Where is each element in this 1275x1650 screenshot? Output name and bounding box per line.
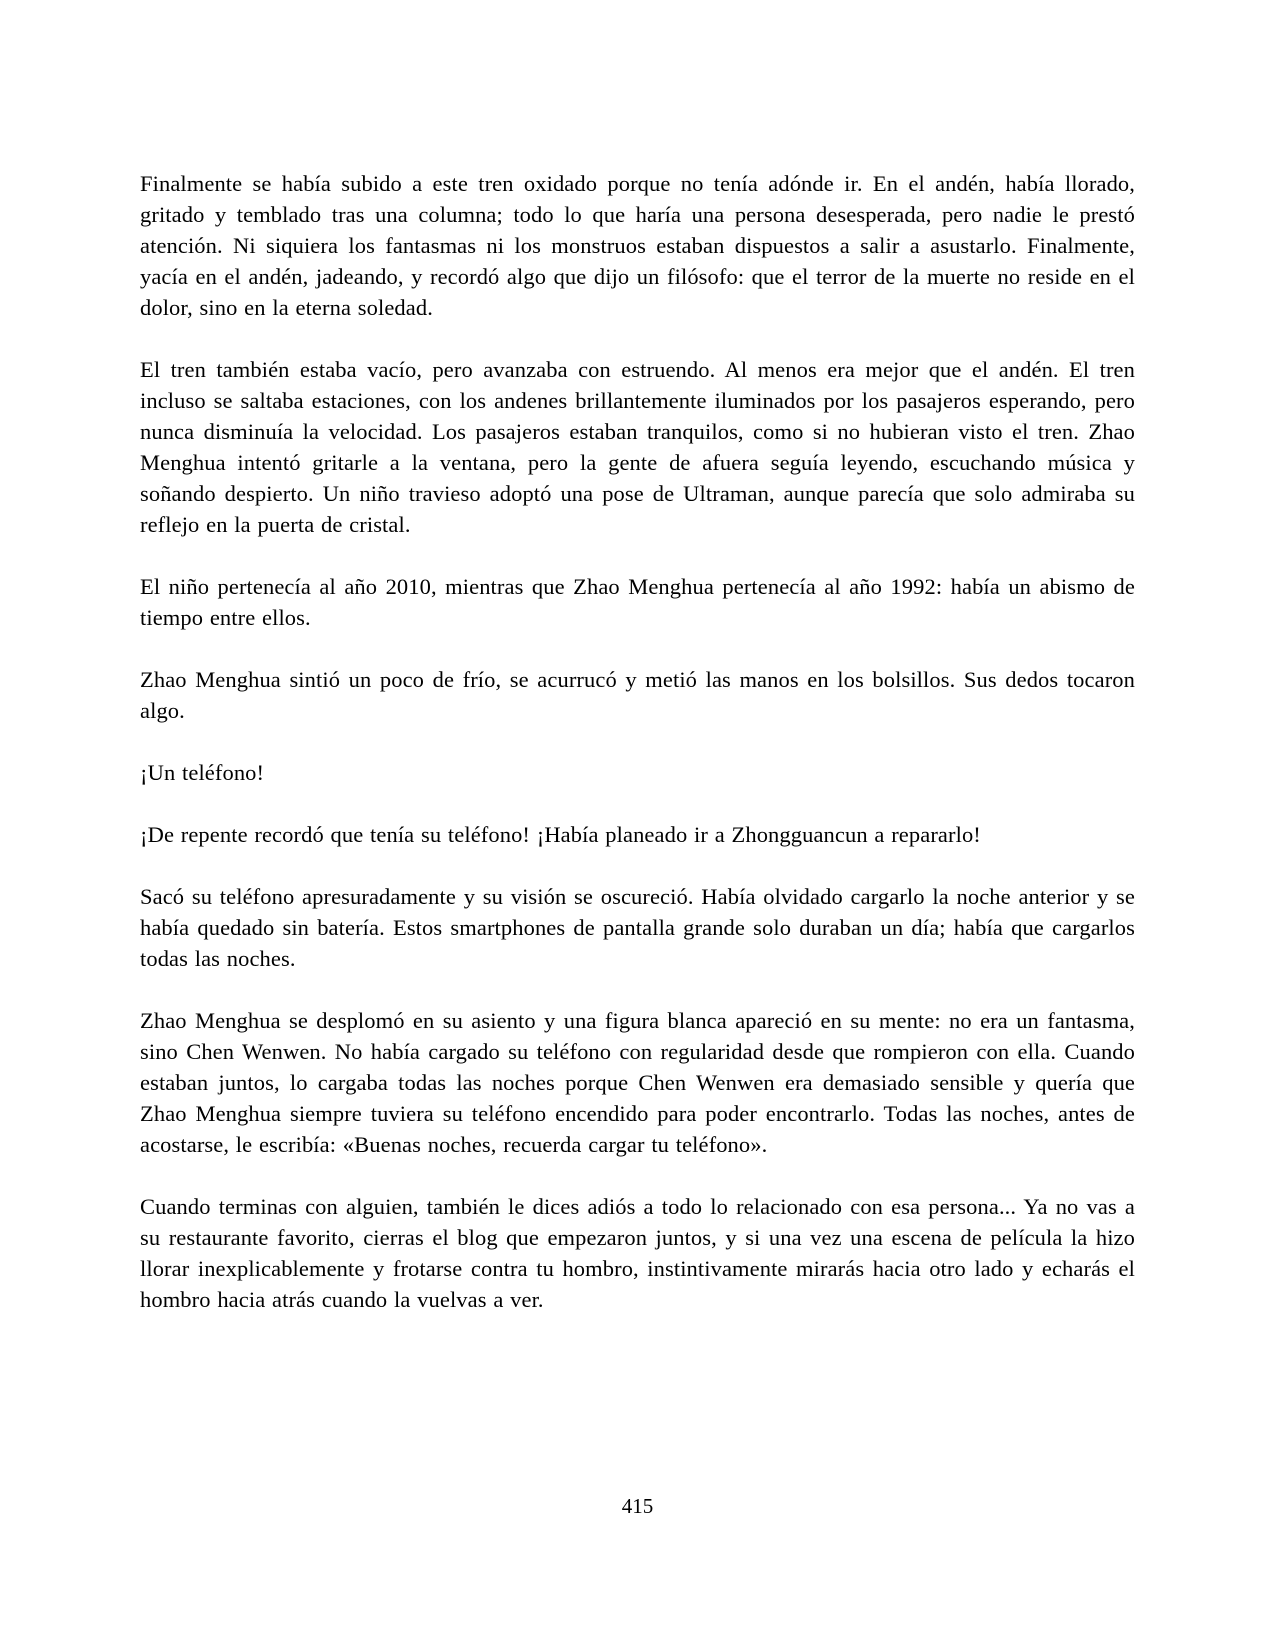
page-number: 415 [621,1494,654,1518]
page-text-block [140,168,1135,1315]
paragraph: Cuando terminas con alguien, también le dices adiós a todo lo relacionado con esa persona... Ya no vas a su restaurante favorito, cierras el blog que empezaron juntos, y si una vez una escena de película la hizo llorar inexplicablemente y frotarse contra tu hombro, instintivamente mirarás hacia otro lado y echarás el hombro hacia atrás cuando la vuelvas a ver. [140,1194,1135,1312]
paragraph: Zhao Menghua sintió un poco de frío, se acurrucó y metió las manos en los bolsillos. Sus dedos tocaron algo. [140,667,1135,723]
paragraph: El niño pertenecía al año 2010, mientras que Zhao Menghua pertenecía al año 1992: había un abismo de tiempo entre ellos. [140,574,1135,630]
paragraph: El tren también estaba vacío, pero avanzaba con estruendo. Al menos era mejor que el andén. El tren incluso se saltaba estaciones, con los andenes brillantemente iluminados por los pasajeros esperando, pero nunca disminuía la velocidad. Los pasajeros estaban tranquilos, como si no hubieran visto el tren. Zhao Menghua intentó gritarle a la ventana, pero la gente de afuera seguía leyendo, escuchando música y soñando despierto. Un niño travieso adoptó una pose de Ultraman, aunque parecía que solo admiraba su reflejo en la puerta de cristal. [140,357,1135,537]
paragraph: Zhao Menghua se desplomó en su asiento y una figura blanca apareció en su mente: no era un fantasma, sino Chen Wenwen. No había cargado su teléfono con regularidad desde que rompieron con ella. Cuando estaban juntos, lo cargaba todas las noches porque Chen Wenwen era demasiado sensible y quería que Zhao Menghua siempre tuviera su teléfono encendido para poder encontrarlo. Todas las noches, antes de acostarse, le escribía: «Buenas noches, recuerda cargar tu teléfono». [140,1008,1135,1157]
paragraph: Sacó su teléfono apresuradamente y su visión se oscureció. Había olvidado cargarlo la noche anterior y se había quedado sin batería. Estos smartphones de pantalla grande solo duraban un día; había que cargarlos todas las noches. [140,884,1135,971]
paragraph: ¡De repente recordó que tenía su teléfono! ¡Había planeado ir a Zhongguancun a repararlo! [140,822,981,847]
paragraph: Finalmente se había subido a este tren oxidado porque no tenía adónde ir. En el andén, había llorado, gritado y temblado tras una columna; todo lo que haría una persona desesperada, pero nadie le prestó atención. Ni siquiera los fantasmas ni los monstruos estaban dispuestos a salir a asustarlo. Finalmente, yacía en el andén, jadeando, y recordó algo que dijo un filósofo: que el terror de la muerte no reside en el dolor, sino en la eterna soledad. [140,171,1135,320]
paragraph: ¡Un teléfono! [140,760,265,785]
